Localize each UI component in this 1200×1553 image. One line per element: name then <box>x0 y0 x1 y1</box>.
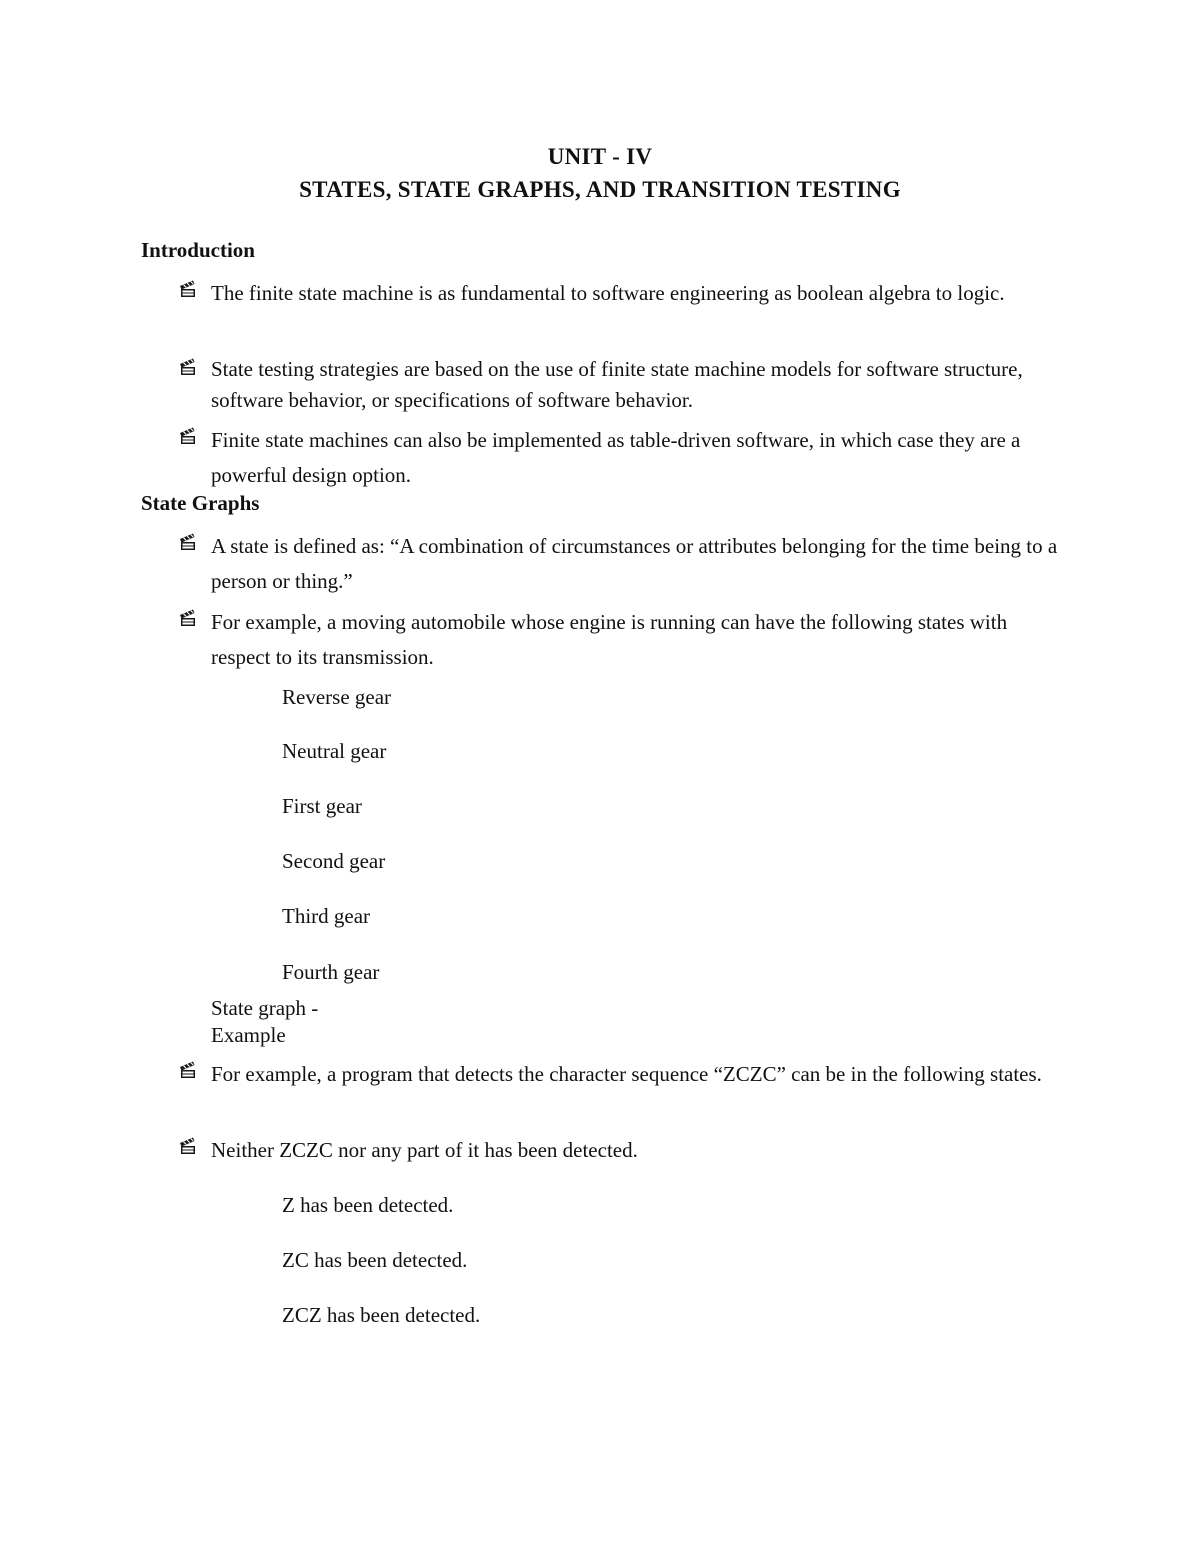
intro-bullet-text: Finite state machines can also be implemented as table-driven software, in which case they are a powerful design option. <box>211 428 1021 487</box>
intro-bullet-text: State testing strategies are based on the use of finite state machine models for software structure, software behavior, or specifications of software behavior. <box>211 357 1023 412</box>
clapperboard-icon <box>178 608 198 628</box>
state-graphs-heading: State Graphs <box>141 491 260 515</box>
gear-item: First gear <box>282 794 362 818</box>
zczc-state-item: Z has been detected. <box>282 1193 454 1217</box>
state-bullet-text: A state is defined as: “A combination of circumstances or attributes belonging for the time being to a person or thing.” <box>211 534 1058 593</box>
page-title: STATES, STATE GRAPHS, AND TRANSITION TESTING <box>299 177 901 202</box>
clapperboard-icon <box>178 532 198 552</box>
clapperboard-icon <box>178 357 198 377</box>
gear-item: Neutral gear <box>282 739 387 763</box>
clapperboard-icon <box>178 1136 198 1156</box>
state-bullet-text: Neither ZCZC nor any part of it has been detected. <box>211 1138 638 1162</box>
gear-item: Third gear <box>282 904 371 928</box>
state-bullet-text: For example, a program that detects the character sequence “ZCZC” can be in the following states. <box>211 1062 1042 1086</box>
clapperboard-icon <box>178 1060 198 1080</box>
zczc-state-item: ZC has been detected. <box>282 1248 468 1272</box>
zczc-state-item: ZCZ has been detected. <box>282 1303 481 1327</box>
gear-item: Reverse gear <box>282 685 392 709</box>
figure-caption: State graph - Example <box>211 996 319 1047</box>
intro-bullet-text: The finite state machine is as fundamental to software engineering as boolean algebra to logic. <box>211 281 1005 305</box>
gear-item: Fourth gear <box>282 960 380 984</box>
introduction-heading: Introduction <box>141 238 255 262</box>
gear-item: Second gear <box>282 849 386 873</box>
state-bullet-text: For example, a moving automobile whose engine is running can have the following states with respect to its transmission. <box>211 610 1008 669</box>
unit-title: UNIT - IV <box>547 144 653 169</box>
clapperboard-icon <box>178 426 198 446</box>
clapperboard-icon <box>178 279 198 299</box>
